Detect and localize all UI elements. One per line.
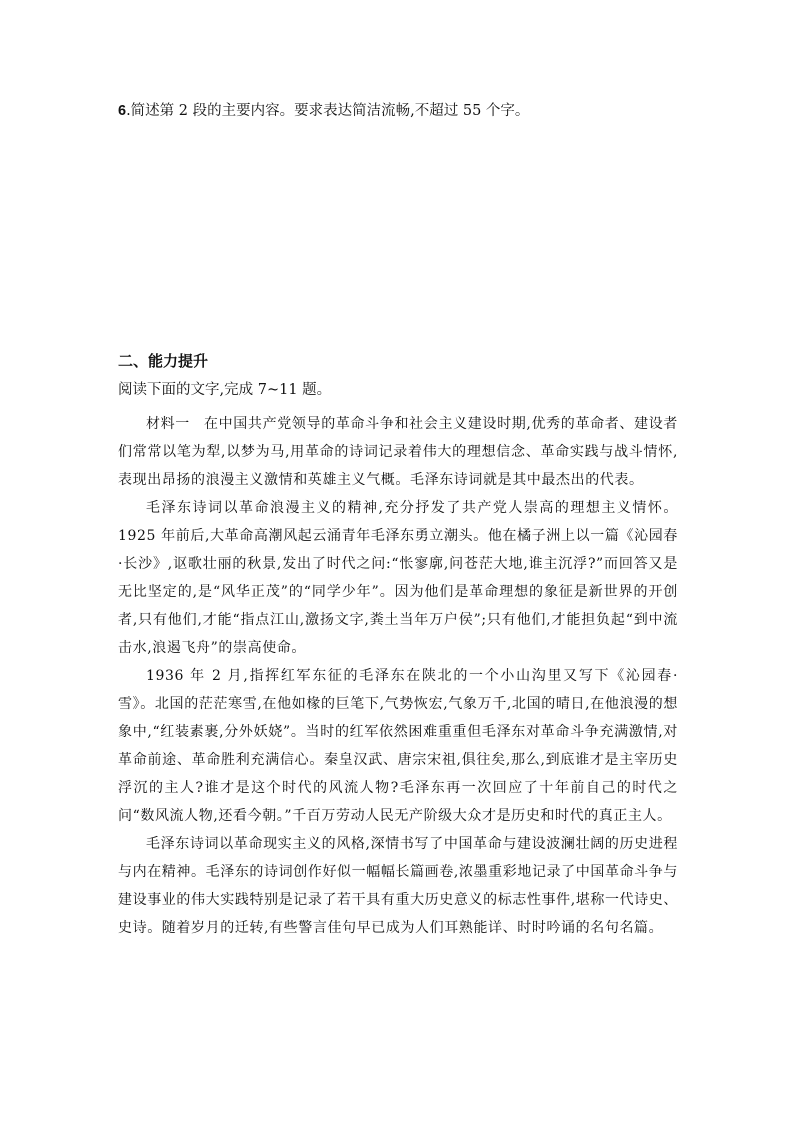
section-heading: 二、能力提升 [118,352,209,370]
reading-instruction: 阅读下面的文字,完成 7~11 题。 [118,382,332,398]
question-6 [118,101,529,121]
passage-paragraph [118,410,678,494]
paragraph-text: 在中国共产党领导的革命斗争和社会主义建设时期,优秀的革命者、建设者们常常以笔为犁,以梦为马,用革命的诗词记录着伟大的理想信念、革命实践与战斗情怀,表现出昂扬的浪漫主义激情和英雄主义气概。毛泽东诗词就是其中最杰出的代表。 [118,416,678,488]
passage-paragraph: 1936 年 2 月,指挥红军东征的毛泽东在陕北的一个小山沟里又写下《沁园春·雪》。北国的茫茫寒雪,在他如椽的巨笔下,气势恢宏,气象万千,北国的晴日,在他浪漫的想象中,“红装素裹,分外妖娆”。当时的红军依然困难重重但毛泽东对革命斗争充满激情,对革命前途、革命胜利充满信心。秦皇汉武、唐宗宋祖,俱往矣,那么,到底谁才是主宰历史浮沉的主人?谁才是这个时代的风流人物?毛泽东再一次回应了十年前自己的时代之问“数风流人物,还看今朝。”千百万劳动人民无产阶级大众才是历史和时代的真正主人。 [118,668,678,824]
reading-passage [118,410,678,942]
question-number: 6 [118,103,127,119]
material-label: 材料一 [146,416,190,432]
passage-paragraph: 毛泽东诗词以革命浪漫主义的精神,充分抒发了共产党人崇高的理想主义情怀。1925 年前后,大革命高潮风起云涌青年毛泽东勇立潮头。他在橘子洲上以一篇《沁园春·长沙》,讴歌壮丽的秋景,发出了时代之问:“怅寥廓,问苍茫大地,谁主沉浮?”而回答又是无比坚定的,是“风华正茂”的“同学少年”。因为他们是革命理想的象征是新世界的开创者,只有他们,才能“指点江山,激扬文字,粪土当年万户侯”;只有他们,才能担负起“到中流击水,浪遏飞舟”的崇高使命。 [118,500,678,656]
passage-paragraph: 毛泽东诗词以革命现实主义的风格,深情书写了中国革命与建设波澜壮阔的历史进程与内在精神。毛泽东的诗词创作好似一幅幅长篇画卷,浓墨重彩地记录了中国革命斗争与建设事业的伟大实践特别是记录了若干具有重大历史意义的标志性事件,堪称一代诗史、史诗。随着岁月的迁转,有些警言佳句早已成为人们耳熟能详、时时吟诵的名句名篇。 [118,836,678,936]
question-text: .简述第 2 段的主要内容。要求表达简洁流畅,不超过 55 个字。 [126,103,530,119]
